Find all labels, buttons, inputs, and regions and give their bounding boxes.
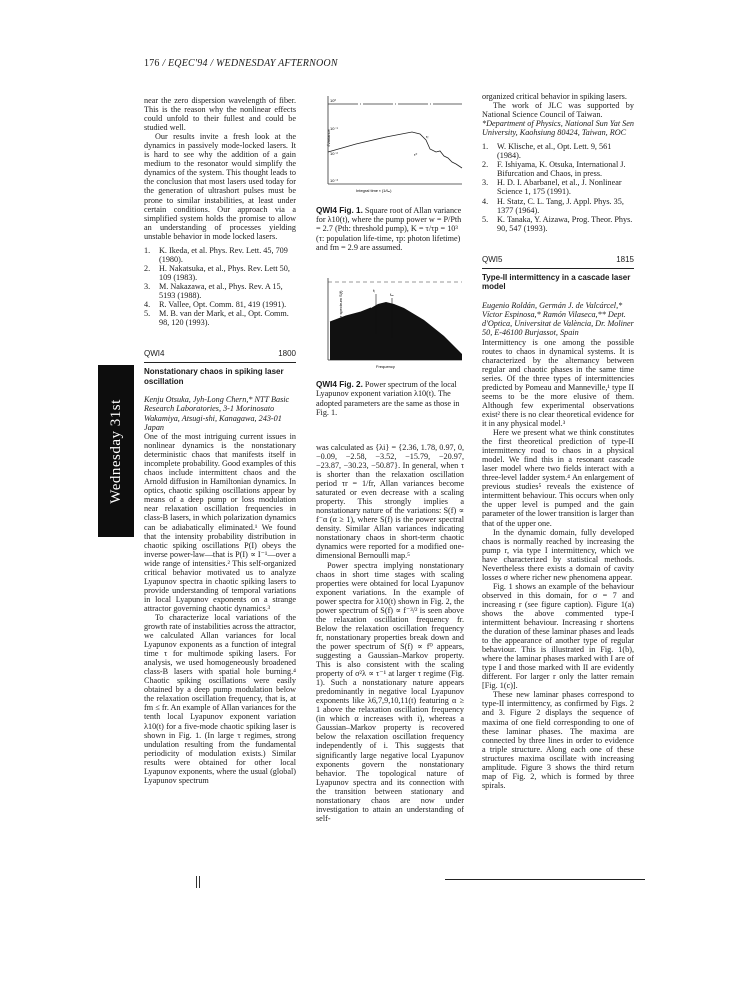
svg-text:Power spectrum S(f): Power spectrum S(f): [338, 290, 343, 328]
paragraph: To characterize local variations of the growth rate of instabilities across the attractor, we calculated Allan variances for local Lyapunov exponents as a function of integral time τ for multimode spiking lasers. For analysis, we used homogeneously broadened class-B lasers with spatial hole burning.⁴ Chaotic spiking oscillations were easily obtained by a deep pump modulation below the relaxation oscillation frequency, that is, at fm ≤ fr. An example of Allan variances for the tenth local Lyapunov exponent variation λ10(t) for a five-mode chaotic spiking laser is shown in Fig. 1. (In large τ regimes, strong undulation resulting from the fundamental periodicity of modulation exists.) Similar results were obtained for other local Lyapunov exponents, where the usual (global) Lyapunov spectrum: [144, 612, 296, 785]
column-3: [482, 92, 634, 790]
reference-item: 2. F. Ishiyama, K. Otsuka, International J. Bifurcation and Chaos, in press.: [482, 160, 626, 179]
paragraph: In the dynamic domain, fully developed chaos is normally reached by increasing the pump r, via type I intermittency, which we have characterized by statistical methods. Nevertheless there exists a domain of cavity losses σ where richer new phenomena appear.: [482, 527, 634, 582]
figure-2: [316, 274, 464, 417]
svg-text:Integral time τ (1/fₘ): Integral time τ (1/fₘ): [356, 188, 392, 193]
figure-1: [316, 92, 464, 252]
power-spectrum-plot: [316, 274, 464, 374]
paragraph: Here we present what we think constitutes the first theoretical prediction of type-II intermittency road to chaos in a physical model. We find this in a resonant cascade laser model where two fields interact with a three-level ladder system.⁴ An enlargement of previous studies⁵ reveals the existence of intermittent behaviour. This occurs when only the upper level is pumped and the gain parameter of the lower transition is larger than that of the upper one.: [482, 428, 634, 528]
paper-authors: Eugenio Roldán, Germán J. de Valcárcel,* Víctor Espinosa,* Ramón Vilaseca,** Dept. d'Optica, Universitat de València, Dr. Moliner 50, E-46100 Burjassot, Spain: [482, 300, 634, 338]
running-head: [144, 58, 338, 69]
session-code: QWI5: [482, 254, 503, 264]
paragraph: These new laminar phases correspond to type-II intermittency, as confirmed by Figs. 2 and 3. Figure 2 displays the sequence of maxima of one field corresponding to one of these laminar phases. The maxima are connected by three lines in order to evidence a triple structure. Along each one of these structures maxima oscillate with increasing amplitude. Figure 3 shows the third return map of Fig. 2, which is formed by three spirals.: [482, 690, 634, 790]
paragraph: Fig. 1 shows an example of the behaviour observed in this domain, for σ = 7 and increasing r (see figure caption). Figure 1(a) shows the above commented type-I intermittent behaviour. Increasing r shortens the duration of these laminar phases and leads to the appearance of another type of regular behaviour. This is illustrated in Fig. 1(b), where the laminar phases marked with I are of type I and those marked with II are evidently different. For larger r only the latter remain [Fig. 1(c)].: [482, 581, 634, 691]
reference-item: 2. H. Nakatsuka, et al., Phys. Rev. Lett 50, 109 (1983).: [144, 263, 290, 282]
svg-text:10⁻¹: 10⁻¹: [330, 126, 338, 131]
acknowledgment: The work of JLC was supported by National Science Council of Taiwan.: [482, 101, 634, 120]
reference-item: 1. K. Ikeda, et al. Phys. Rev. Lett. 45, 709 (1980).: [144, 245, 288, 264]
svg-text:fᵣ: fᵣ: [373, 288, 376, 294]
svg-text:10⁰: 10⁰: [330, 98, 337, 103]
session-time: 1800: [278, 349, 296, 359]
references-list: [482, 142, 634, 232]
paragraph: was calculated as {λi} = {2.36, 1.78, 0.97, 0, −0.09, −2.58, −3.52, −15.79, −20.97, −23.87, −30.23, −50.87}. In general, when τ is shorter than the relaxation oscillation period τr = 1/fr, Allan variances become saturated or even decrease with a scaling property. This strongly implies a nonstationary nature of the variations: S(f) ∝ f⁻α (α ≥ 1), where S(f) is the power spectral density. Similar Allan variances indicating nonstationary chaos in short-term chaotic dynamics were reported for a modified one-dimensional Bernoulli map.⁵: [316, 442, 464, 561]
references-list: [144, 246, 296, 327]
reference-item: 3. M. Nakazawa, et al., Phys. Rev. A 15, 5193 (1988).: [144, 281, 283, 300]
reference-item: 1. W. Klische, et al., Opt. Lett. 9, 561 (1984).: [482, 142, 612, 161]
paper-authors: Kenju Otsuka, Jyh-Long Chern,* NTT Basic Research Laboratories, 3-1 Morinosato Wakamiya, Atsugi-shi, Kanagawa, 243-01 Japan: [144, 395, 290, 432]
column-1: [144, 96, 296, 785]
paragraph: Power spectra implying nonstationary chaos in short time stages with scaling properties were obtained for local Lyapunov exponent variations. In the example of power spectra for λ10(t) shown in Fig. 2, the power spectrum of S(f) ∝ f⁻³/² is seen above the relaxation oscillation frequency fr. Below the relaxation oscillation frequency fr, nonstationary properties break down and the power spectrum of S(f) ∝ f⁰ appears, suggesting a Gaussian–Markov property. This is also consistent with the scaling property of σ²λ ∝ τ⁻¹ at larger τ regime (Fig. 1). Such a nonstationary nature appears predominantly in negative local Lyapunov exponents like λ6,7,9,10,11(t) featuring α ≥ 1 above the relaxation oscillation frequency (in which α increases with i), whereas a Gaussian–Markov property is recovered below the relaxation oscillation frequency independently of i. This suggests that significantly large negative local Lyapunov exponents govern the nonstationary behavior. The topological nature of Lyapunov spectra and its connection with the transition between stationary and nonstationary chaos are now under investigation to attain an understanding of self-: [316, 560, 464, 823]
section-header-qwi4: [144, 349, 296, 363]
svg-text:√Variance: √Variance: [326, 129, 331, 147]
day-tab-label: Wednesday 31st: [107, 398, 124, 504]
reference-item: 3. H. D. I. Abarbanel, et al., J. Nonlinear Science 1, 175 (1991).: [482, 178, 622, 197]
running-head-text: / EQEC'94 / WEDNESDAY AFTERNOON: [162, 58, 338, 69]
svg-text:Frequency: Frequency: [376, 364, 395, 370]
crop-mark: [196, 876, 200, 888]
paper-title: Type-II intermittency in a cascade laser model: [482, 272, 631, 292]
svg-text:10⁻²: 10⁻²: [330, 151, 338, 156]
session-time: 1815: [616, 254, 634, 264]
session-code: QWI4: [144, 349, 165, 359]
column-2: [316, 92, 464, 823]
paragraph: organized critical behavior in spiking lasers.: [482, 92, 627, 101]
paragraph: Our results invite a fresh look at the dynamics in passively mode-locked lasers. It is hard to see why the addition of a gain medium to the resonator would simplify the dynamics of the system. This thought leads to the conclusion that most lasers used today for the generation of ultrashort pulses must be prone to similar instabilities, at least under certain conditions. Our approach via a simplified system holds the promise to allow an understanding of processes yielding unstable behavior in mode locked lasers.: [144, 132, 296, 241]
day-tab: [98, 365, 134, 537]
bottom-rule: [445, 879, 645, 880]
paragraph: One of the most intriguing current issues in nonlinear dynamics is the nonstationary deterministic chaos that manifests itself in incomplete probability. Good examples of this chaos include intermittent chaos and the Arnold diffusion in Hamiltonian dynamics. In optics, chaotic spiking oscillations appear by means of a deep pump or loss modulation near relaxation oscillation frequencies in class-B lasers, in which polarization dynamics can be adiabatically eliminated.¹ We found that the intensity probability distribution in chaotic spiking oscillations P(I) obeys the inverse power-law—that is P(I) ∝ I⁻¹—over a wide range of intensities.² This self-organized critical behavior motivated us to analyze Lyapunov spectra in chaotic spiking lasers to provide understanding of temporal variations in local Lyapunov exponents on a strange attractor governing chaotic dynamics.³: [144, 432, 296, 613]
svg-text:fₘ: fₘ: [390, 292, 394, 298]
paper-title: Nonstationary chaos in spiking laser oscillation: [144, 367, 284, 386]
svg-text:τᵣ: τᵣ: [426, 134, 429, 139]
page-number: 176: [144, 58, 160, 69]
svg-text:τ⁰: τ⁰: [414, 152, 418, 157]
reference-item: 5. M. B. van der Mark, et al., Opt. Comm. 98, 120 (1993).: [144, 309, 289, 328]
svg-text:10⁻³: 10⁻³: [330, 178, 338, 183]
allan-variance-plot: [316, 92, 464, 200]
paragraph: Intermittency is one among the possible routes to chaos in dynamical systems. It is characterized by the alternancy between regular and chaotic phases in the same time series. Of the three types of intermittencies predicted by Pomeau and Manneville,¹ type II seems to be the more elusive of them. Although few experimental observations exist² there is no clear theoretical evidence for it in any physical model.³: [482, 337, 634, 428]
reference-item: 4. R. Vallee, Opt. Comm. 81, 419 (1991).: [144, 300, 287, 310]
figure-2-caption: QWI4 Fig. 2. Power spectrum of the local Lyapunov exponent variation λ10(t). The adopted parameters are the same as those in Fig. 1.: [316, 380, 460, 417]
reference-item: 5. K. Tanaka, Y. Aizawa, Prog. Theor. Phys. 90, 547 (1993).: [482, 214, 633, 233]
paragraph: near the zero dispersion wavelength of fiber. This is the reason why the nonlinear effects could unfold to their fullest and could be studied well.: [144, 96, 296, 133]
section-header-qwi5: [482, 255, 634, 269]
reference-item: 4. H. Statz, C. L. Tang, J. Appl. Phys. 35, 1377 (1964).: [482, 196, 624, 215]
figure-1-caption: QWI4 Fig. 1. Square root of Allan variance for λ10(t), where the pump power w = P/Pth = 2.7 (Pth: threshold pump), K = τ/τp = 10³ (τ: population life-time, τp: photon lifetime) and fm = 2.9 are assumed.: [316, 206, 462, 252]
affiliation: *Department of Physics, National Sun Yat Sen University, Kaohsiung 80424, Taiwan, ROC: [482, 119, 634, 138]
